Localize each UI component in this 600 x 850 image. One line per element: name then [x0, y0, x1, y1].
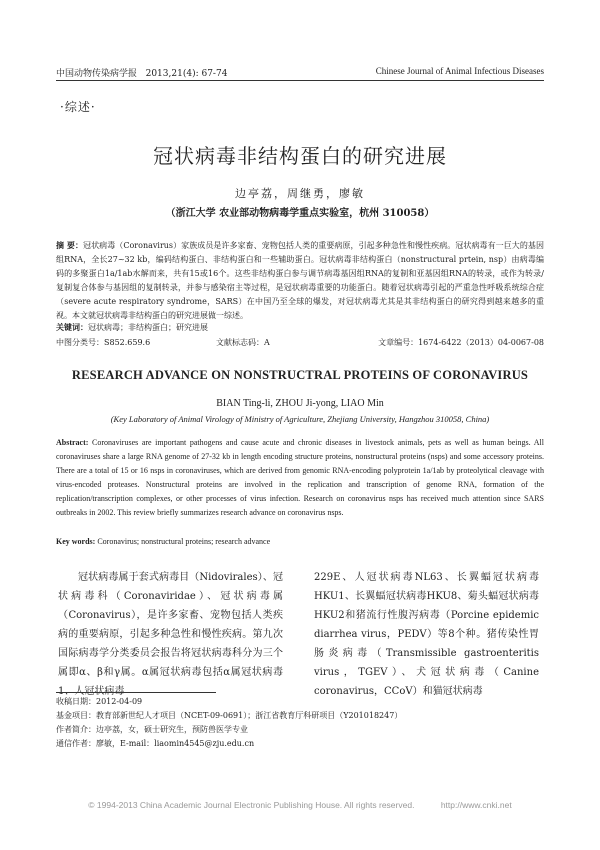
abstract-cn-label: 摘 要： [56, 240, 84, 250]
funding: 基金项目：教育部新世纪人才项目（NCET-09-0691）；浙江省教育厅科研项目（Y201018247） [56, 711, 403, 720]
article-number: 文章编号：1674-6422（2013）04-0067-08 [378, 338, 544, 347]
footnotes [56, 695, 544, 751]
footnote-rule [56, 692, 216, 693]
authors-cn: 边亭荔，周继勇，廖敏 [235, 187, 365, 200]
author-bio: 作者简介：边亭荔，女，硕士研究生，预防兽医学专业 [56, 725, 248, 734]
running-header-left [56, 66, 227, 79]
header-rule [56, 80, 544, 81]
abstract-en-text: Coronaviruses are important pathogens and cause acute and chronic diseases in livestock animals, pets as well as human beings. All coronaviruses share a large RNA genome of 27-32 kb in length encoding structure proteins, nonstructural proteins (nsps) and some accessory proteins. There are a total of 15 or 16 nsps in coronaviruses, which are derived from genomic RNA-encoding polyprotein 1a/1ab by proteolytical cleavage with virus-encoded proteases. Nonstructural proteins are involved in the replication and transcription of genome RNA, formation of the replication/transcription complexes, or other processes of virus infection. Research on coronavirus nsps has received much attention since SARS outbreaks in 2002. This review briefly summarizes research advance on coronavirus nsps. [56, 438, 545, 517]
keywords-cn-text: 冠状病毒；非结构蛋白；研究进展 [88, 323, 208, 332]
cnki-link[interactable]: http://www.cnki.net [440, 800, 512, 810]
journal-name-cn: 中国动物传染病学报 [56, 69, 138, 79]
title-cn: 冠状病毒非结构蛋白的研究进展 [153, 144, 447, 168]
abstract-en [56, 436, 544, 520]
body-column-right: 229E、人冠状病毒NL63、长翼蝠冠状病毒HKU1、长翼蝠冠状病毒HKU8、菊头蝠冠状病毒HKU2和猪流行性腹泻病毒（Porcine epidemic diarrhea virus，PEDV）等8个种。猪传染性胃肠炎病毒（Transmissible gastroenteritis virus，TGEV）、犬冠状病毒（Canine coronavirus，CCoV）和猫冠状病毒 [314, 572, 539, 697]
affiliation-en: (Key Laboratory of Animal Virology of Ministry of Agriculture, Zhejiang University, Hangzhou 310058, China) [110, 414, 490, 424]
received-date: 收稿日期：2012-04-09 [56, 697, 143, 706]
section-label: ·综述· [60, 100, 96, 114]
title-en: RESEARCH ADVANCE ON NONSTRUCTRAL PROTEINS OF CORONAVIRUS [71, 368, 529, 382]
document-code: 文献标志码：A [216, 338, 270, 347]
article-meta [56, 337, 544, 348]
keywords-cn [56, 322, 544, 333]
volume-info: 2013,21(4): 67-74 [145, 69, 228, 79]
authors-en: BIAN Ting-li, ZHOU Ji-yong, LIAO Min [216, 398, 384, 409]
page-footer [0, 800, 600, 810]
keywords-en-text: Coronavirus; nonstructural proteins; research advance [97, 537, 271, 546]
body-column-left: 冠状病毒属于套式病毒目（Nidovirales）、冠状病毒科（Coronaviridae）、冠状病毒属（Coronavirus），是许多家畜、宠物包括人类疾病的重要病原，引起多种急性和慢性疾病。第九次国际病毒学分类委员会报告将冠状病毒科分为三个属即α、β和γ属。α属冠状病毒包括α属冠状病毒1、人冠状病毒 [58, 572, 283, 697]
abstract-cn [56, 238, 544, 323]
copyright-notice: © 1994-2013 China Academic Journal Electronic Publishing House. All rights reserved. [88, 800, 415, 810]
keywords-cn-label: 关键词： [56, 322, 88, 332]
journal-name-en: Chinese Journal of Animal Infectious Diseases [375, 66, 544, 76]
keywords-en [56, 537, 544, 546]
corresponding-author: 通信作者：廖敏，E-mail：liaomin4545@zju.edu.cn [56, 739, 255, 748]
clc-number: 中图分类号：S852.659.6 [56, 338, 151, 347]
affiliation-cn: （浙江大学 农业部动物病毒学重点实验室，杭州 310058） [165, 208, 435, 219]
abstract-en-label: Abstract: [56, 438, 89, 447]
abstract-cn-text: 冠状病毒（Coronavirus）家族成员是许多家畜、宠物包括人类的重要病原，引起多种急性和慢性疾病。冠状病毒有一巨大的基因组RNA，全长27~32 kb，编码结构蛋白、非结构蛋白和一些辅助蛋白。冠状病毒非结构蛋白（nonstructural prtein, nsp）由病毒编码的多聚蛋白1a/1ab水解而来，共有15或16个。这些非结构蛋白参与调节病毒基因组RNA的复制和亚基因组RNA的转录，或作为转录/复制复合体参与基因组的复制转录，并参与感染宿主等过程，是冠状病毒重要的功能蛋白。随着冠状病毒引起的严重急性呼吸系统综合症（severe acute respiratory syndrome，SARS）在中国乃至全球的爆发，对冠状病毒尤其是其非结构蛋白的研究得到越来越多的重视。本文就冠状病毒非结构蛋白的研究进展做一综述。 [56, 241, 544, 320]
keywords-en-label: Key words: [56, 537, 96, 546]
